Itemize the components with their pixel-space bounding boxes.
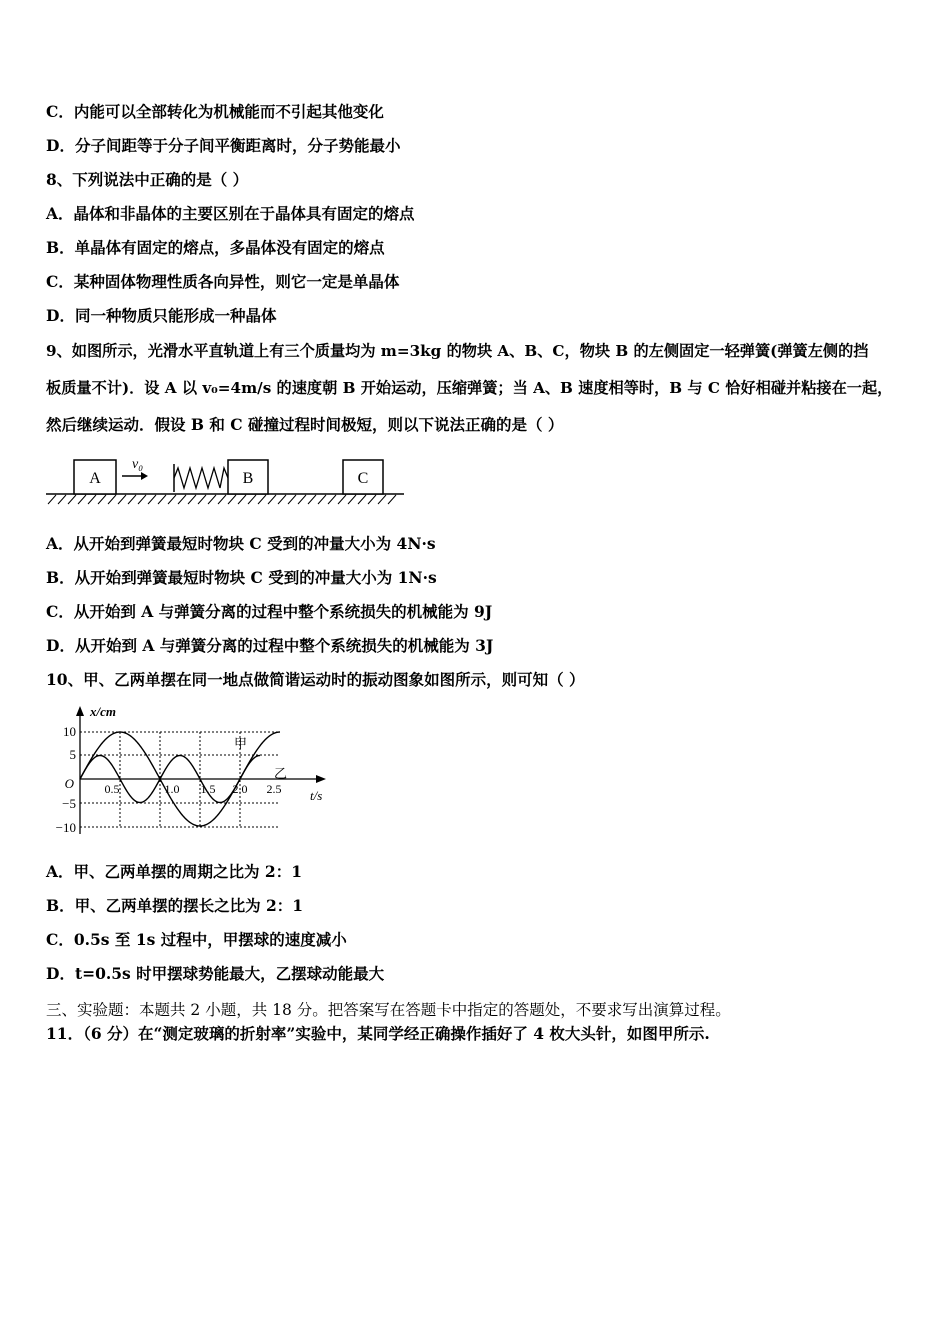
t-axis-arrow bbox=[316, 775, 326, 783]
q9-option-d: D．从开始到 A 与弹簧分离的过程中整个系统损失的机械能为 3J bbox=[46, 636, 494, 655]
q9-stem-line3: 然后继续运动．假设 B 和 C 碰撞过程时间极短，则以下说法正确的是（ ） bbox=[46, 415, 564, 434]
q9-option-b: B．从开始到弹簧最短时物块 C 受到的冲量大小为 1N·s bbox=[46, 568, 437, 587]
curve-yi-label: 乙 bbox=[274, 766, 288, 781]
q10-option-b: B．甲、乙两单摆的摆长之比为 2：1 bbox=[46, 896, 304, 915]
q10-option-d: D．t=0.5s 时甲摆球势能最大，乙摆球动能最大 bbox=[46, 964, 385, 983]
spring bbox=[174, 468, 228, 488]
q8-stem: 8、下列说法中正确的是（ ） bbox=[46, 170, 249, 189]
y-tick-neg10: −10 bbox=[55, 820, 76, 835]
x-tick-1-0: 1.0 bbox=[164, 782, 180, 796]
block-a-label: A bbox=[89, 470, 101, 487]
q8-option-c: C．某种固体物理性质各向异性，则它一定是单晶体 bbox=[46, 272, 400, 291]
q7-option-d: D．分子间距等于分子间平衡距离时，分子势能最小 bbox=[46, 136, 401, 155]
x-tick-0-5: 0.5 bbox=[104, 782, 120, 796]
q8-option-b: B．单晶体有固定的熔点，多晶体没有固定的熔点 bbox=[46, 238, 385, 257]
curve-jia-label: 甲 bbox=[234, 736, 248, 751]
block-b-label: B bbox=[242, 470, 254, 487]
block-c-label: C bbox=[357, 470, 369, 487]
x-tick-2-5: 2.5 bbox=[266, 782, 282, 796]
q10-option-a: A．甲、乙两单摆的周期之比为 2：1 bbox=[46, 862, 302, 881]
q10-stem: 10、甲、乙两单摆在同一地点做简谐运动时的振动图象如图所示，则可知（ ） bbox=[46, 670, 585, 689]
velocity-arrowhead bbox=[141, 472, 148, 480]
oscillation-graph bbox=[44, 700, 334, 840]
q8-option-a: A．晶体和非晶体的主要区别在于晶体具有固定的熔点 bbox=[46, 204, 415, 223]
q11-stem: 11．（6 分）在“测定玻璃的折射率”实验中，某同学经正确操作插好了 4 枚大头针，如图甲所示. bbox=[46, 1024, 710, 1043]
x-axis-label: t/s bbox=[310, 788, 323, 803]
q9-stem-line1: 9、如图所示，光滑水平直轨道上有三个质量均为 m=3kg 的物块 A、B、C，物块 B 的左侧固定一轻弹簧(弹簧左侧的挡 bbox=[46, 342, 869, 360]
y-tick-5: 5 bbox=[69, 747, 76, 762]
q7-option-c: C．内能可以全部转化为机械能而不引起其他变化 bbox=[46, 102, 384, 121]
section-3-heading: 三、实验题：本题共 2 小题，共 18 分。把答案写在答题卡中指定的答题处，不要求写出演算过程。 bbox=[46, 1001, 731, 1019]
q9-option-c: C．从开始到 A 与弹簧分离的过程中整个系统损失的机械能为 9J bbox=[46, 602, 493, 621]
velocity-label: v₀ bbox=[132, 457, 144, 472]
x-axis-arrow bbox=[76, 706, 84, 716]
y-axis-label: x/cm bbox=[90, 704, 116, 719]
origin-label: O bbox=[64, 776, 74, 791]
blocks-spring-figure bbox=[44, 454, 406, 508]
x-tick-1-5: 1.5 bbox=[200, 782, 216, 796]
q9-stem-line2: 板质量不计)．设 A 以 v₀=4m/s 的速度朝 B 开始运动，压缩弹簧；当 A、B 速度相等时，B 与 C 恰好相碰并粘接在一起， bbox=[46, 379, 893, 397]
q10-option-c: C．0.5s 至 1s 过程中，甲摆球的速度减小 bbox=[46, 930, 347, 949]
y-tick-neg5: −5 bbox=[62, 796, 76, 811]
x-tick-2-0: 2.0 bbox=[232, 782, 248, 796]
y-tick-10: 10 bbox=[63, 724, 76, 739]
q9-option-a: A．从开始到弹簧最短时物块 C 受到的冲量大小为 4N·s bbox=[46, 534, 436, 553]
track-hatching bbox=[48, 495, 396, 504]
q8-option-d: D．同一种物质只能形成一种晶体 bbox=[46, 306, 277, 325]
